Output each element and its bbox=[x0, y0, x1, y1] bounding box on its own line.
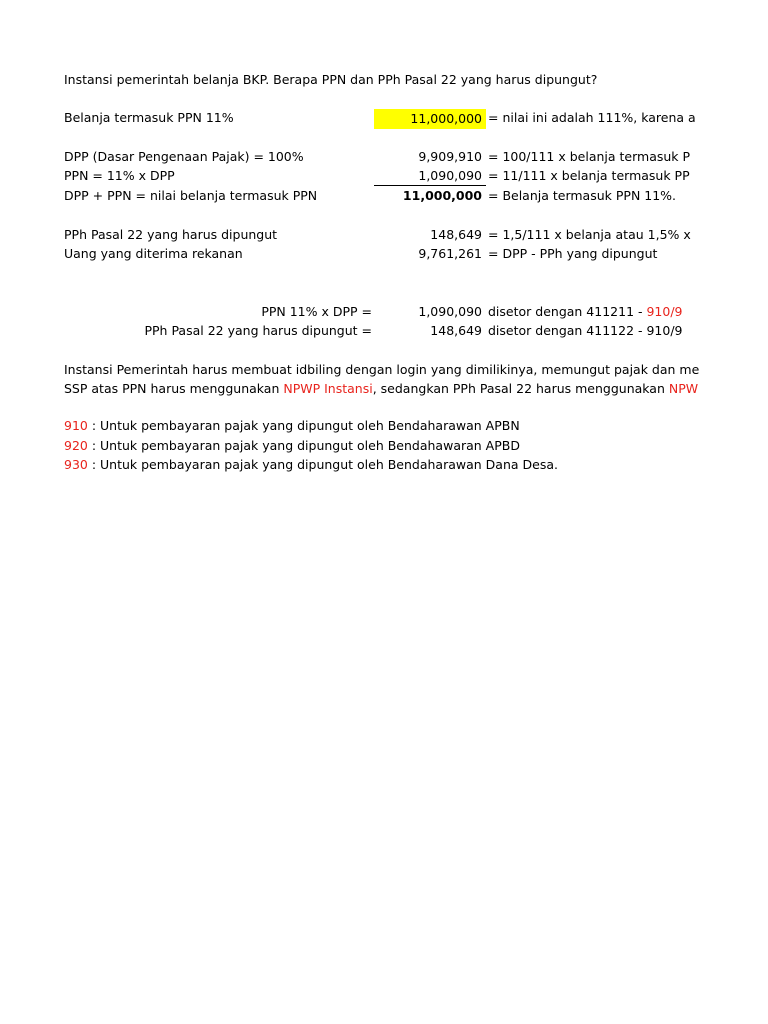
belanja-note: = nilai ini adalah 111%, karena a bbox=[488, 110, 696, 125]
rekanan-note: = DPP - PPh yang dipungut bbox=[488, 246, 658, 261]
setor-ppn-code: 910/9 bbox=[646, 304, 683, 319]
setor-pph-value: 148,649 bbox=[430, 323, 482, 338]
code-number: 930 bbox=[64, 457, 88, 472]
dpp-note: = 100/111 x belanja termasuk P bbox=[488, 149, 691, 164]
pph22-note: = 1,5/111 x belanja atau 1,5% x bbox=[488, 227, 691, 242]
question-text: Instansi pemerintah belanja BKP. Berapa PPN dan PPh Pasal 22 yang harus dipungut? bbox=[64, 72, 598, 87]
belanja-value-highlighted: 11,000,000 bbox=[374, 109, 486, 129]
sum-underline bbox=[374, 185, 486, 186]
npwp-instansi-text: NPWP Instansi bbox=[283, 381, 373, 396]
code-item-930: 930 : Untuk pembayaran pajak yang dipungut oleh Bendaharawan Dana Desa. bbox=[64, 457, 558, 472]
dpp-label: DPP (Dasar Pengenaan Pajak) = 100% bbox=[64, 149, 304, 164]
ppn-label: PPN = 11% x DPP bbox=[64, 168, 175, 183]
setor-pph-label: PPh Pasal 22 yang harus dipungut = bbox=[144, 323, 372, 338]
setor-pph-note: disetor dengan 411122 - 910/9 bbox=[488, 323, 683, 338]
dpp-value: 9,909,910 bbox=[418, 149, 482, 164]
pph22-label: PPh Pasal 22 yang harus dipungut bbox=[64, 227, 278, 242]
code-number: 910 bbox=[64, 418, 88, 433]
rekanan-value: 9,761,261 bbox=[418, 246, 482, 261]
setor-ppn-note: disetor dengan 411211 - 910/9 bbox=[488, 304, 683, 319]
code-item-910: 910 : Untuk pembayaran pajak yang dipungut oleh Bendaharawan APBN bbox=[64, 418, 520, 433]
code-item-920: 920 : Untuk pembayaran pajak yang dipungut oleh Bendahawaran APBD bbox=[64, 438, 520, 453]
total-note: = Belanja termasuk PPN 11%. bbox=[488, 188, 677, 203]
total-label: DPP + PPN = nilai belanja termasuk PPN bbox=[64, 188, 318, 203]
ppn-value: 1,090,090 bbox=[418, 168, 482, 183]
ppn-note: = 11/111 x belanja termasuk PP bbox=[488, 168, 690, 183]
paragraph-line-2: SSP atas PPN harus menggunakan NPWP Instansi, sedangkan PPh Pasal 22 harus menggunakan NPW bbox=[64, 381, 699, 396]
code-number: 920 bbox=[64, 438, 88, 453]
setor-ppn-label: PPN 11% x DPP = bbox=[261, 304, 372, 319]
rekanan-label: Uang yang diterima rekanan bbox=[64, 246, 243, 261]
pph22-value: 148,649 bbox=[430, 227, 482, 242]
setor-ppn-value: 1,090,090 bbox=[418, 304, 482, 319]
paragraph-line-1: Instansi Pemerintah harus membuat idbiling dengan login yang dimilikinya, memungut pajak dan me bbox=[64, 362, 700, 377]
total-value: 11,000,000 bbox=[402, 188, 482, 203]
npwp-rekanan-text: NPW bbox=[668, 381, 699, 396]
belanja-label: Belanja termasuk PPN 11% bbox=[64, 110, 234, 125]
